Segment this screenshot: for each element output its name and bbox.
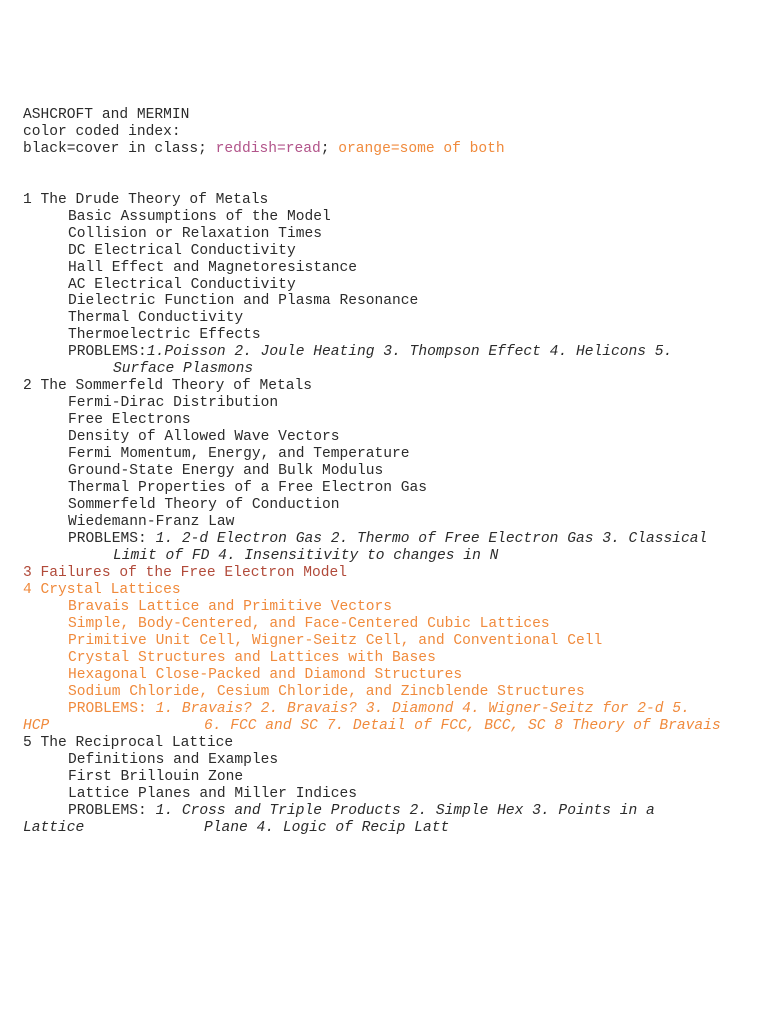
chapter-4-section: Sodium Chloride, Cesium Chloride, and Zincblende Structures xyxy=(68,684,585,700)
chapter-4-section: Primitive Unit Cell, Wigner-Seitz Cell, and Conventional Cell xyxy=(68,633,603,649)
legend-orange: orange=some of both xyxy=(338,141,505,157)
chapter-2-section: Thermal Properties of a Free Electron Gas xyxy=(68,480,428,496)
chapter-5-problems-cont-a: Lattice xyxy=(23,820,85,836)
problems-label: PROBLEMS: xyxy=(68,531,156,547)
chapter-1-section: Basic Assumptions of the Model xyxy=(68,209,331,225)
chapter-4-section: Crystal Structures and Lattices with Bases xyxy=(68,650,436,666)
chapter-4-section: Simple, Body-Centered, and Face-Centered Cubic Lattices xyxy=(68,616,550,632)
chapter-2-problems-cont: Limit of FD 4. Insensitivity to changes in N xyxy=(113,548,499,564)
chapter-1-section: AC Electrical Conductivity xyxy=(68,277,296,293)
chapter-4-problems-cont-b: 6. FCC and SC 7. Detail of FCC, BCC, SC 8 Theory of Bravais xyxy=(204,718,721,734)
problems-list: 1. Cross and Triple Products 2. Simple Hex 3. Points in a xyxy=(155,803,655,819)
chapter-2-problems xyxy=(68,531,707,548)
chapter-4-problems xyxy=(68,701,690,718)
chapter-2-section: Fermi-Dirac Distribution xyxy=(68,395,279,411)
document-subtitle: color coded index: xyxy=(23,124,181,140)
problems-label: PROBLEMS: xyxy=(68,701,156,717)
chapter-1-section: Dielectric Function and Plasma Resonance xyxy=(68,293,419,309)
chapter-4-title: 4 Crystal Lattices xyxy=(23,582,181,598)
chapter-2-section: Wiedemann-Franz Law xyxy=(68,514,235,530)
chapter-5-section: Definitions and Examples xyxy=(68,752,279,768)
legend-separator: ; xyxy=(320,141,339,157)
chapter-1-problems-cont: Surface Plasmons xyxy=(113,361,254,377)
chapter-2-section: Fermi Momentum, Energy, and Temperature xyxy=(68,446,410,462)
problems-list: 1.Poisson 2. Joule Heating 3. Thompson Effect 4. Helicons 5. xyxy=(146,344,673,360)
chapter-5-problems-cont-b: Plane 4. Logic of Recip Latt xyxy=(204,820,450,836)
chapter-2-section: Free Electrons xyxy=(68,412,191,428)
chapter-5-title: 5 The Reciprocal Lattice xyxy=(23,735,234,751)
chapter-5-section: Lattice Planes and Miller Indices xyxy=(68,786,358,802)
chapter-2-section: Sommerfeld Theory of Conduction xyxy=(68,497,340,513)
chapter-1-section: DC Electrical Conductivity xyxy=(68,243,296,259)
legend-reddish: reddish=read xyxy=(215,141,321,157)
chapter-1-section: Collision or Relaxation Times xyxy=(68,226,322,242)
document-title: ASHCROFT and MERMIN xyxy=(23,107,190,123)
chapter-5-section: First Brillouin Zone xyxy=(68,769,244,785)
chapter-2-section: Ground-State Energy and Bulk Modulus xyxy=(68,463,384,479)
chapter-4-section: Bravais Lattice and Primitive Vectors xyxy=(68,599,393,615)
chapter-4-section: Hexagonal Close-Packed and Diamond Structures xyxy=(68,667,463,683)
chapter-4-problems-cont-a: HCP xyxy=(23,718,50,734)
chapter-2-title: 2 The Sommerfeld Theory of Metals xyxy=(23,378,313,394)
chapter-1-section: Thermal Conductivity xyxy=(68,310,244,326)
legend-black: black=cover in class; xyxy=(23,141,216,157)
chapter-1-title: 1 The Drude Theory of Metals xyxy=(23,192,269,208)
problems-label: PROBLEMS: xyxy=(68,344,147,360)
chapter-2-section: Density of Allowed Wave Vectors xyxy=(68,429,340,445)
problems-label: PROBLEMS: xyxy=(68,803,156,819)
problems-list: 1. 2-d Electron Gas 2. Thermo of Free Electron Gas 3. Classical xyxy=(155,531,708,547)
problems-list: 1. Bravais? 2. Bravais? 3. Diamond 4. Wigner-Seitz for 2-d 5. xyxy=(155,701,690,717)
chapter-3-title: 3 Failures of the Free Electron Model xyxy=(23,565,348,581)
color-legend xyxy=(23,141,505,158)
chapter-1-section: Thermoelectric Effects xyxy=(68,327,261,343)
chapter-5-problems xyxy=(68,803,655,820)
chapter-1-problems xyxy=(68,344,672,361)
chapter-1-section: Hall Effect and Magnetoresistance xyxy=(68,260,358,276)
